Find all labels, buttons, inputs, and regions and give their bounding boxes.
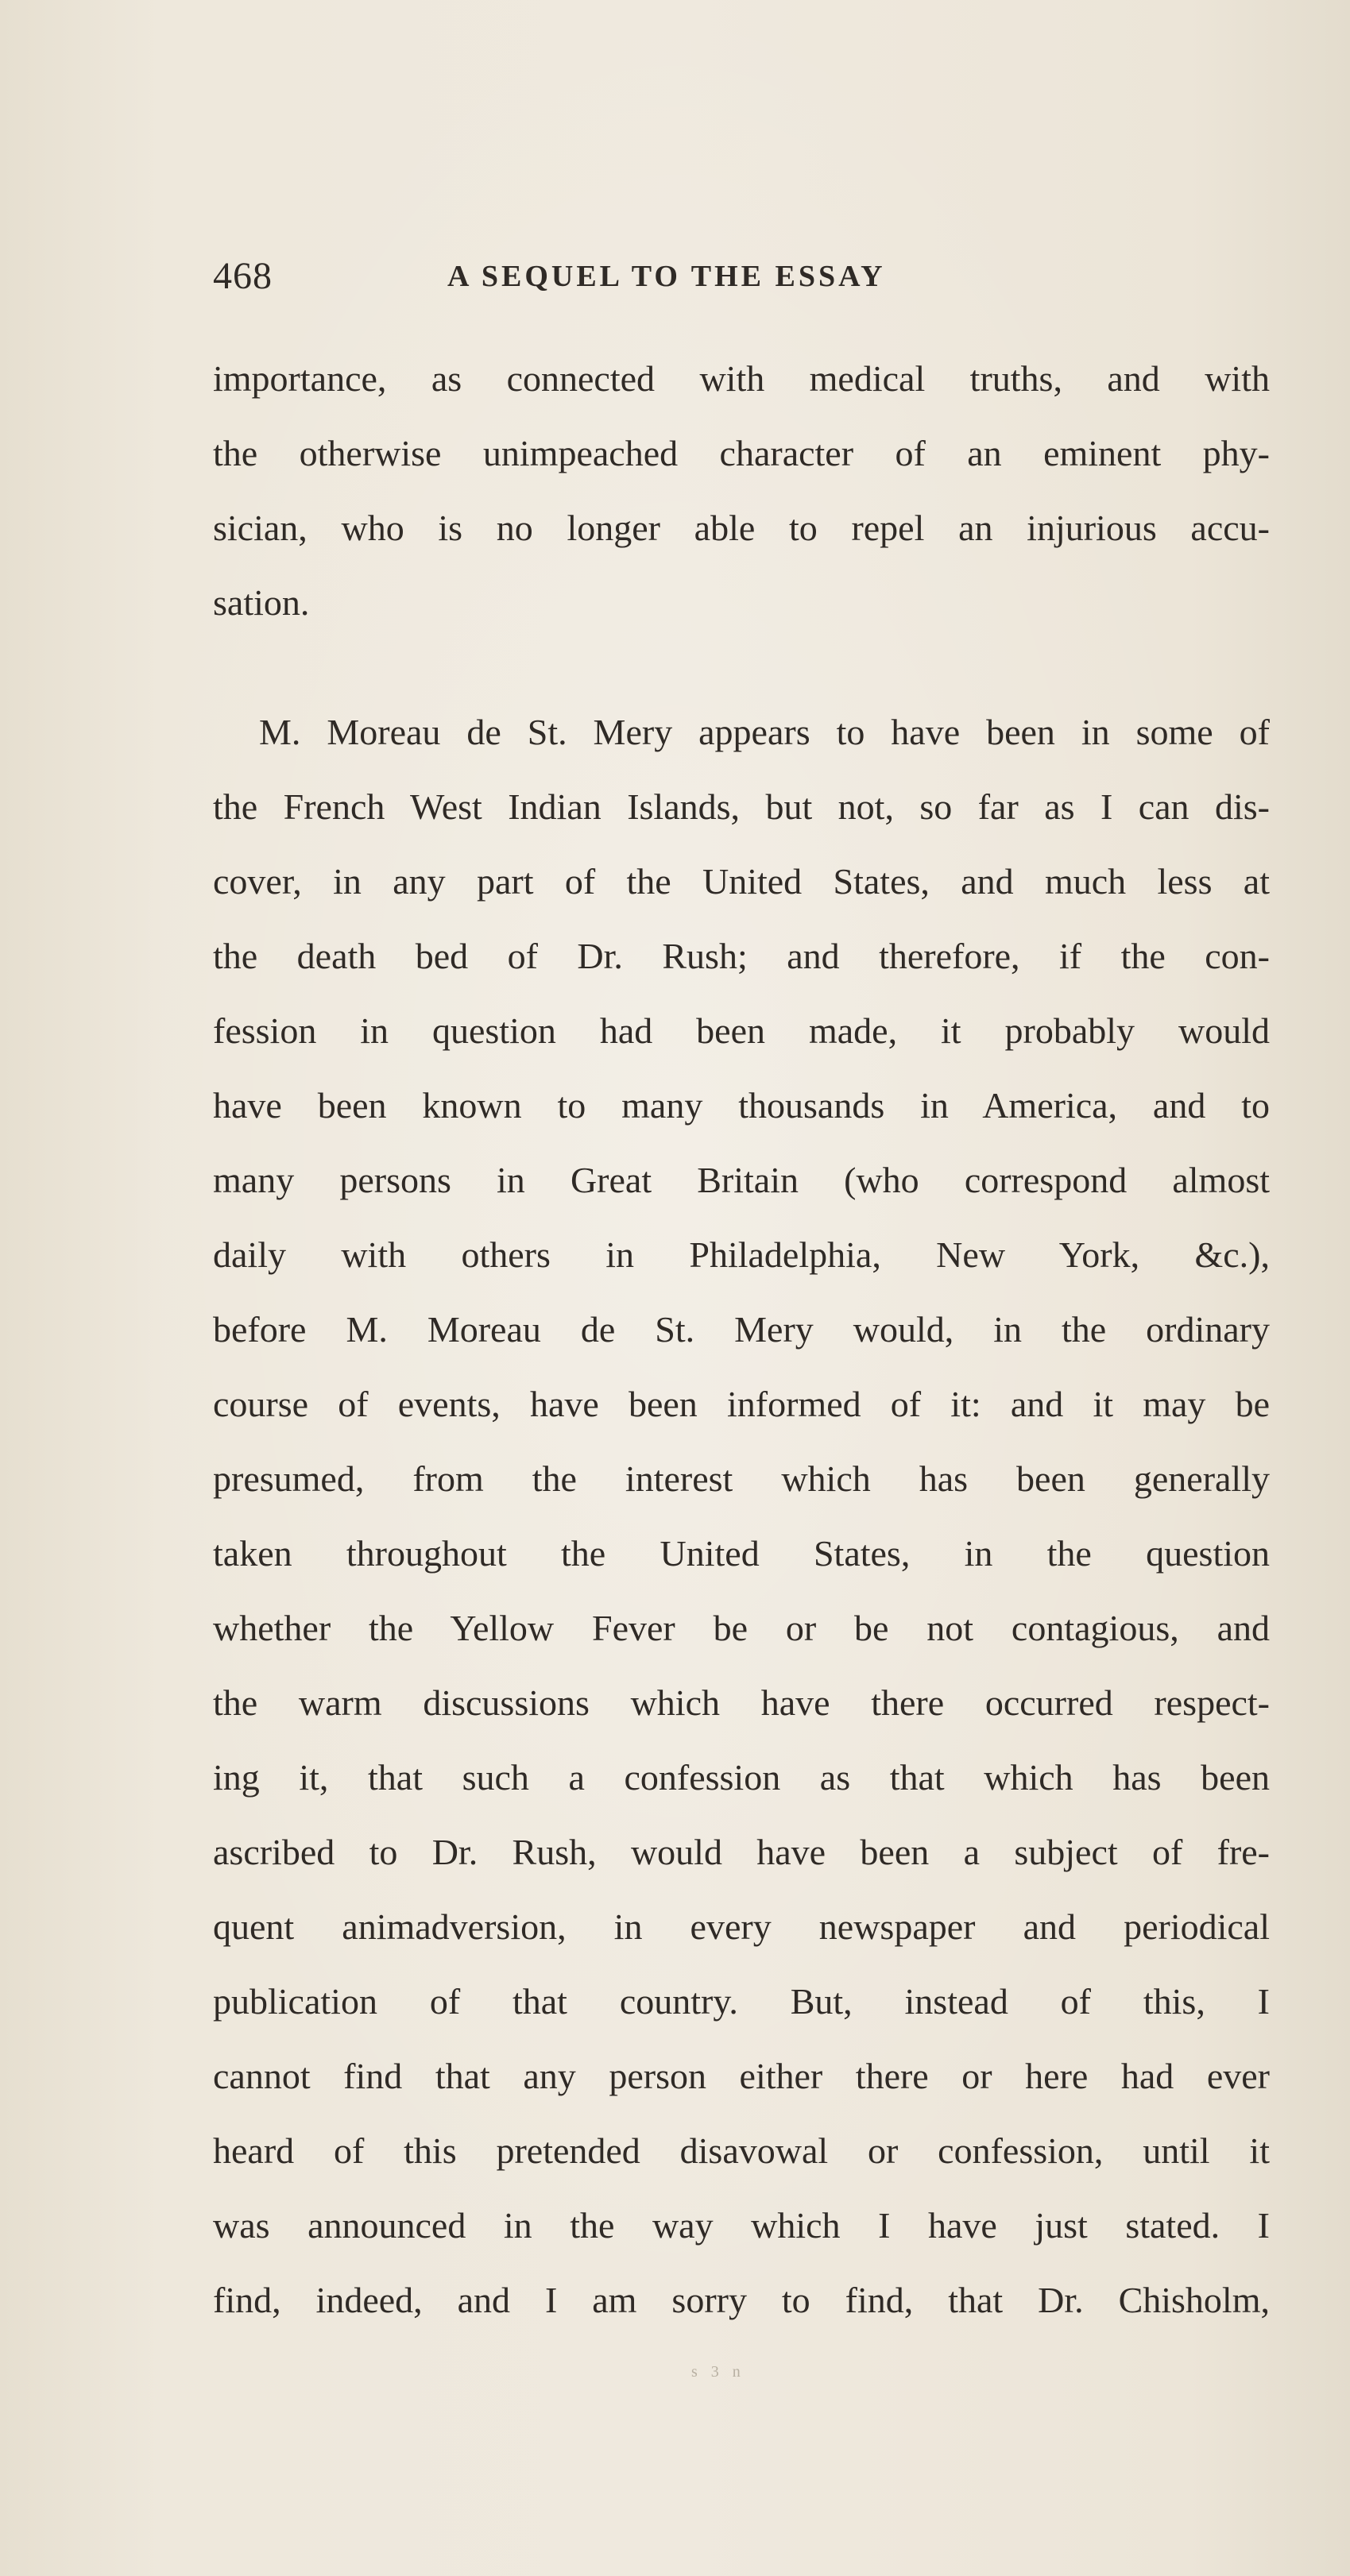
text-line: cannot find that any person either there or here had ever xyxy=(213,2056,1270,2096)
text-line: presumed, from the interest which has been generally xyxy=(213,1458,1270,1499)
text-line: taken throughout the United States, in the question xyxy=(213,1533,1270,1574)
text-line: heard of this pretended disavowal or confession, until it xyxy=(213,2130,1270,2171)
text-line: the warm discussions which have there occurred respect- xyxy=(213,1682,1270,1723)
running-head: A SEQUEL TO THE ESSAY xyxy=(447,260,886,293)
text-line: publication of that country. But, instead of this, I xyxy=(213,1981,1270,2022)
text-line: many persons in Great Britain (who correspond almost xyxy=(213,1160,1270,1200)
text-line: have been known to many thousands in America, and to xyxy=(213,1085,1270,1126)
page-header xyxy=(213,253,1270,300)
text-line: the death bed of Dr. Rush; and therefore, if the con- xyxy=(213,936,1270,976)
text-line: daily with others in Philadelphia, New York, &c.), xyxy=(213,1234,1270,1275)
text-line: sician, who is no longer able to repel an injurious accu- xyxy=(213,508,1270,548)
text-line: cover, in any part of the United States, and much less at xyxy=(213,861,1270,902)
text-line: fession in question had been made, it probably would xyxy=(213,1010,1270,1051)
signature-mark: s 3 n xyxy=(691,2363,745,2381)
text-line: M. Moreau de St. Mery appears to have been in some of xyxy=(259,712,1270,752)
text-line: importance, as connected with medical truths, and with xyxy=(213,358,1270,399)
text-line: course of events, have been informed of it: and it may be xyxy=(213,1384,1270,1424)
text-line: was announced in the way which I have just stated. I xyxy=(213,2205,1270,2246)
text-line: before M. Moreau de St. Mery would, in the ordinary xyxy=(213,1309,1270,1350)
text-line: find, indeed, and I am sorry to find, that Dr. Chisholm, xyxy=(213,2280,1270,2320)
text-line: ascribed to Dr. Rush, would have been a subject of fre- xyxy=(213,1832,1270,1872)
text-line: quent animadversion, in every newspaper and periodical xyxy=(213,1906,1270,1947)
paragraph-2 xyxy=(213,695,1270,2338)
text-line: ing it, that such a confession as that which has been xyxy=(213,1757,1270,1798)
text-line: whether the Yellow Fever be or be not contagious, and xyxy=(213,1608,1270,1648)
text-line: the otherwise unimpeached character of an eminent phy- xyxy=(213,433,1270,473)
paragraph-1 xyxy=(213,342,1270,640)
page-number: 468 xyxy=(213,255,273,297)
text-line: the French West Indian Islands, but not, so far as I can dis- xyxy=(213,786,1270,827)
text-line: sation. xyxy=(213,582,310,623)
